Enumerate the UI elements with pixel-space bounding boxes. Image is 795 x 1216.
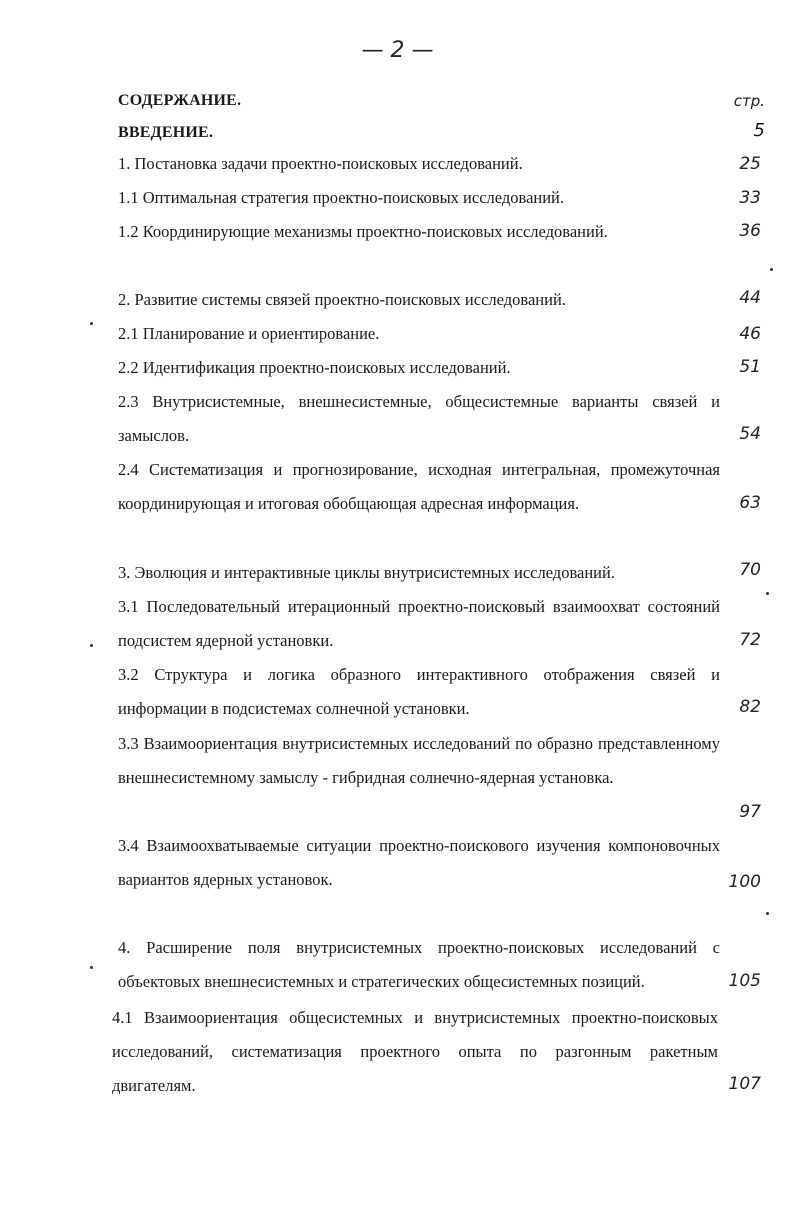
toc-entry-text: 3.3 Взаимоориентация внутрисистемных исследований по образно представленному внешнесистемному замыслу - гибридная солнечно-ядерная установка. (118, 734, 720, 787)
toc-page-2-4: 63 (739, 493, 761, 513)
toc-entry-text: 1.1 Оптимальная стратегия проектно-поисковых исследований. (118, 188, 565, 207)
toc-entry-1-1 (118, 181, 720, 215)
toc-entry-2-2 (118, 351, 720, 385)
page-column-label: стр. (733, 92, 765, 110)
toc-page-3: 70 (739, 560, 761, 580)
toc-entry-text: 3. Эволюция и интерактивные циклы внутрисистемных исследований. (118, 563, 615, 582)
toc-entry-text: 2.3 Внутрисистемные, внешнесистемные, общесистемные варианты связей и замыслов. (118, 392, 720, 445)
toc-entry-3 (118, 556, 720, 590)
toc-entry-text: 1. Постановка задачи проектно-поисковых исследований. (118, 154, 523, 173)
toc-entry-4-1 (112, 1001, 718, 1103)
toc-entry-2-1 (118, 317, 720, 351)
toc-entry-3-3 (118, 727, 720, 795)
toc-page-1-1: 33 (739, 188, 761, 208)
toc-page-4: 105 (728, 971, 761, 991)
toc-entry-3-4 (118, 829, 720, 897)
toc-page-1-2: 36 (739, 221, 761, 241)
toc-page-2-3: 54 (739, 424, 761, 444)
toc-page-3-1: 72 (739, 630, 761, 650)
page-number: — 2 — (361, 38, 434, 63)
toc-page-3-4: 100 (728, 872, 761, 892)
toc-entry-text: 4.1 Взаимоориентация общесистемных и внутрисистемных проектно-поисковых исследований, систематизация проектного опыта по разгонным ракетным двигателям. (112, 1008, 718, 1095)
toc-page-3-2: 82 (739, 697, 761, 717)
scan-speck (90, 644, 93, 647)
scan-speck (90, 322, 93, 325)
intro-page: 5 (753, 120, 765, 141)
toc-entry-2-4 (118, 453, 720, 521)
toc-page-2-2: 51 (739, 357, 761, 377)
contents-header (118, 92, 765, 122)
scan-speck (766, 592, 769, 595)
toc-page-4-1: 107 (728, 1074, 761, 1094)
scan-speck (770, 268, 773, 271)
toc-entry-text: 2.1 Планирование и ориентирование. (118, 324, 380, 343)
scan-speck (766, 912, 769, 915)
toc-entry-4 (118, 931, 720, 999)
intro-label: ВВЕДЕНИЕ. (118, 124, 214, 141)
toc-page-3-3: 97 (739, 802, 761, 822)
toc-entry-text: 4. Расширение поля внутрисистемных проектно-поисковых исследований с объектовых внешнесистемных и стратегических общесистемных позиций. (118, 938, 720, 991)
toc-entry-1 (118, 147, 720, 181)
toc-entry-3-2 (118, 658, 720, 726)
scan-speck (90, 966, 93, 969)
toc-entry-text: 2.4 Систематизация и прогнозирование, исходная интегральная, промежуточная координирующая и итоговая обобщающая адресная информация. (118, 460, 720, 513)
toc-entry-text: 3.2 Структура и логика образного интерактивного отображения связей и информации в подсистемах солнечной установки. (118, 665, 720, 718)
toc-page-1: 25 (739, 154, 761, 174)
toc-entry-text: 2. Развитие системы связей проектно-поисковых исследований. (118, 290, 566, 309)
toc-entry-text: 3.4 Взаимоохватываемые ситуации проектно-поискового изучения компоновочных вариантов ядерных установок. (118, 836, 720, 889)
toc-entry-text: 3.1 Последовательный итерационный проектно-поисковый взаимоохват состояний подсистем ядерной установки. (118, 597, 720, 650)
toc-entry-text: 1.2 Координирующие механизмы проектно-поисковых исследований. (118, 222, 608, 241)
toc-entry-3-1 (118, 590, 720, 658)
toc-entry-2-3 (118, 385, 720, 453)
toc-page-2: 44 (739, 288, 761, 308)
toc-entry-text: 2.2 Идентификация проектно-поисковых исследований. (118, 358, 511, 377)
toc-page-2-1: 46 (739, 324, 761, 344)
toc-entry-2 (118, 283, 720, 317)
contents-title: СОДЕРЖАНИЕ. (118, 92, 242, 109)
toc-entry-1-2 (118, 215, 720, 249)
